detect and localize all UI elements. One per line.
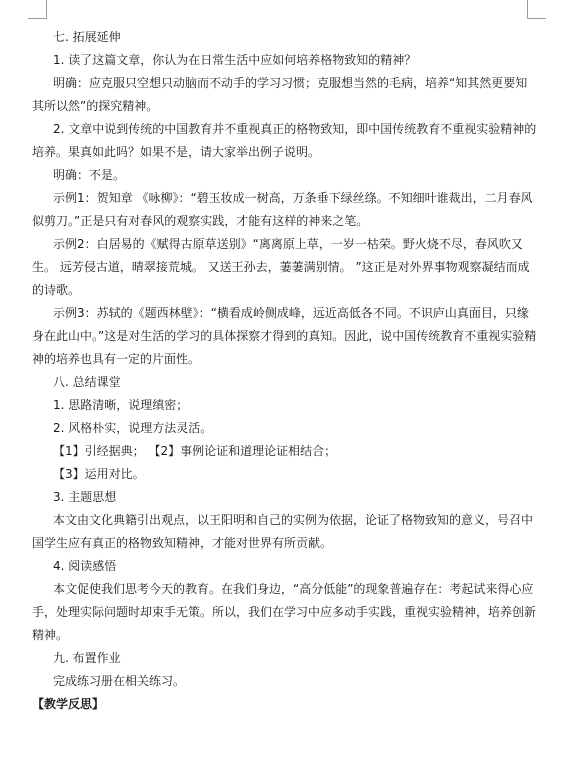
example-2: 示例2：白居易的《赋得古原草送别》“离离原上草，一岁一枯荣。野火烧不尽，春风吹又生。 远芳侵古道，晴翠接荒城。 又送王孙去，萋萋满别情。 ”这正是对外界事物观察凝结而成的诗歌。 — [32, 237, 530, 297]
summary-item-1: 1. 思路清晰，说理缜密； — [53, 398, 189, 412]
section-7-heading: 七. 拓展延伸 — [53, 30, 121, 44]
crop-mark-top-right — [527, 0, 546, 19]
example-1: 示例1：贺知章 《咏柳》：“碧玉妆成一树高，万条垂下绿丝绦。不知细叶谁裁出，二月春风似剪刀。”正是只有对春风的观察实践，才能有这样的神来之笔。 — [32, 191, 533, 228]
summary-item-2b: 【3】运用对比。 — [53, 467, 145, 481]
answer-1: 明确：应克服只空想只动脑而不动手的学习习惯；克服想当然的毛病，培养“知其然更要知其所以然”的探究精神。 — [32, 76, 528, 113]
theme-heading: 3. 主题思想 — [53, 490, 117, 504]
reading-heading: 4. 阅读感悟 — [53, 559, 117, 573]
crop-mark-top-left — [28, 0, 47, 19]
homework-text: 完成练习册在相关练习。 — [53, 674, 186, 688]
summary-item-2a: 【1】引经据典； 【2】事例论证和道理论证相结合； — [53, 444, 337, 458]
theme-text: 本文由文化典籍引出观点，以王阳明和自己的实例为依据，论证了格物致知的意义，号召中国学生应有真正的格物致知精神，才能对世界有所贡献。 — [32, 513, 534, 550]
reflection-heading: 【教学反思】 — [32, 697, 105, 711]
example-3: 示例3：苏轼的《题西林壁》：“横看成岭侧成峰，远近高低各不同。不识庐山真面目，只缘身在此山中。”这是对生活的学习的具体探察才得到的真知。因此，说中国传统教育不重视实验精神的培养也具有一定的片面性。 — [32, 306, 537, 366]
question-2: 2. 文章中说到传统的中国教育并不重视真正的格物致知，即中国传统教育不重视实验精神的培养。果真如此吗？如果不是，请大家举出例子说明。 — [32, 122, 537, 159]
section-9-heading: 九. 布置作业 — [53, 651, 121, 665]
answer-2: 明确：不是。 — [53, 168, 126, 182]
question-1: 1. 读了这篇文章，你认为在日常生活中应如何培养格物致知的精神？ — [53, 53, 417, 67]
section-8-heading: 八. 总结课堂 — [53, 375, 121, 389]
reading-text: 本文促使我们思考今天的教育。在我们身边，“高分低能”的现象普遍存在：考起试来得心应手，处理实际问题时却束手无策。所以，我们在学习中应多动手实践，重视实验精神，培养创新精神。 — [32, 582, 537, 642]
document-body — [32, 26, 537, 716]
summary-item-2: 2. 风格朴实，说理方法灵活。 — [53, 421, 213, 435]
